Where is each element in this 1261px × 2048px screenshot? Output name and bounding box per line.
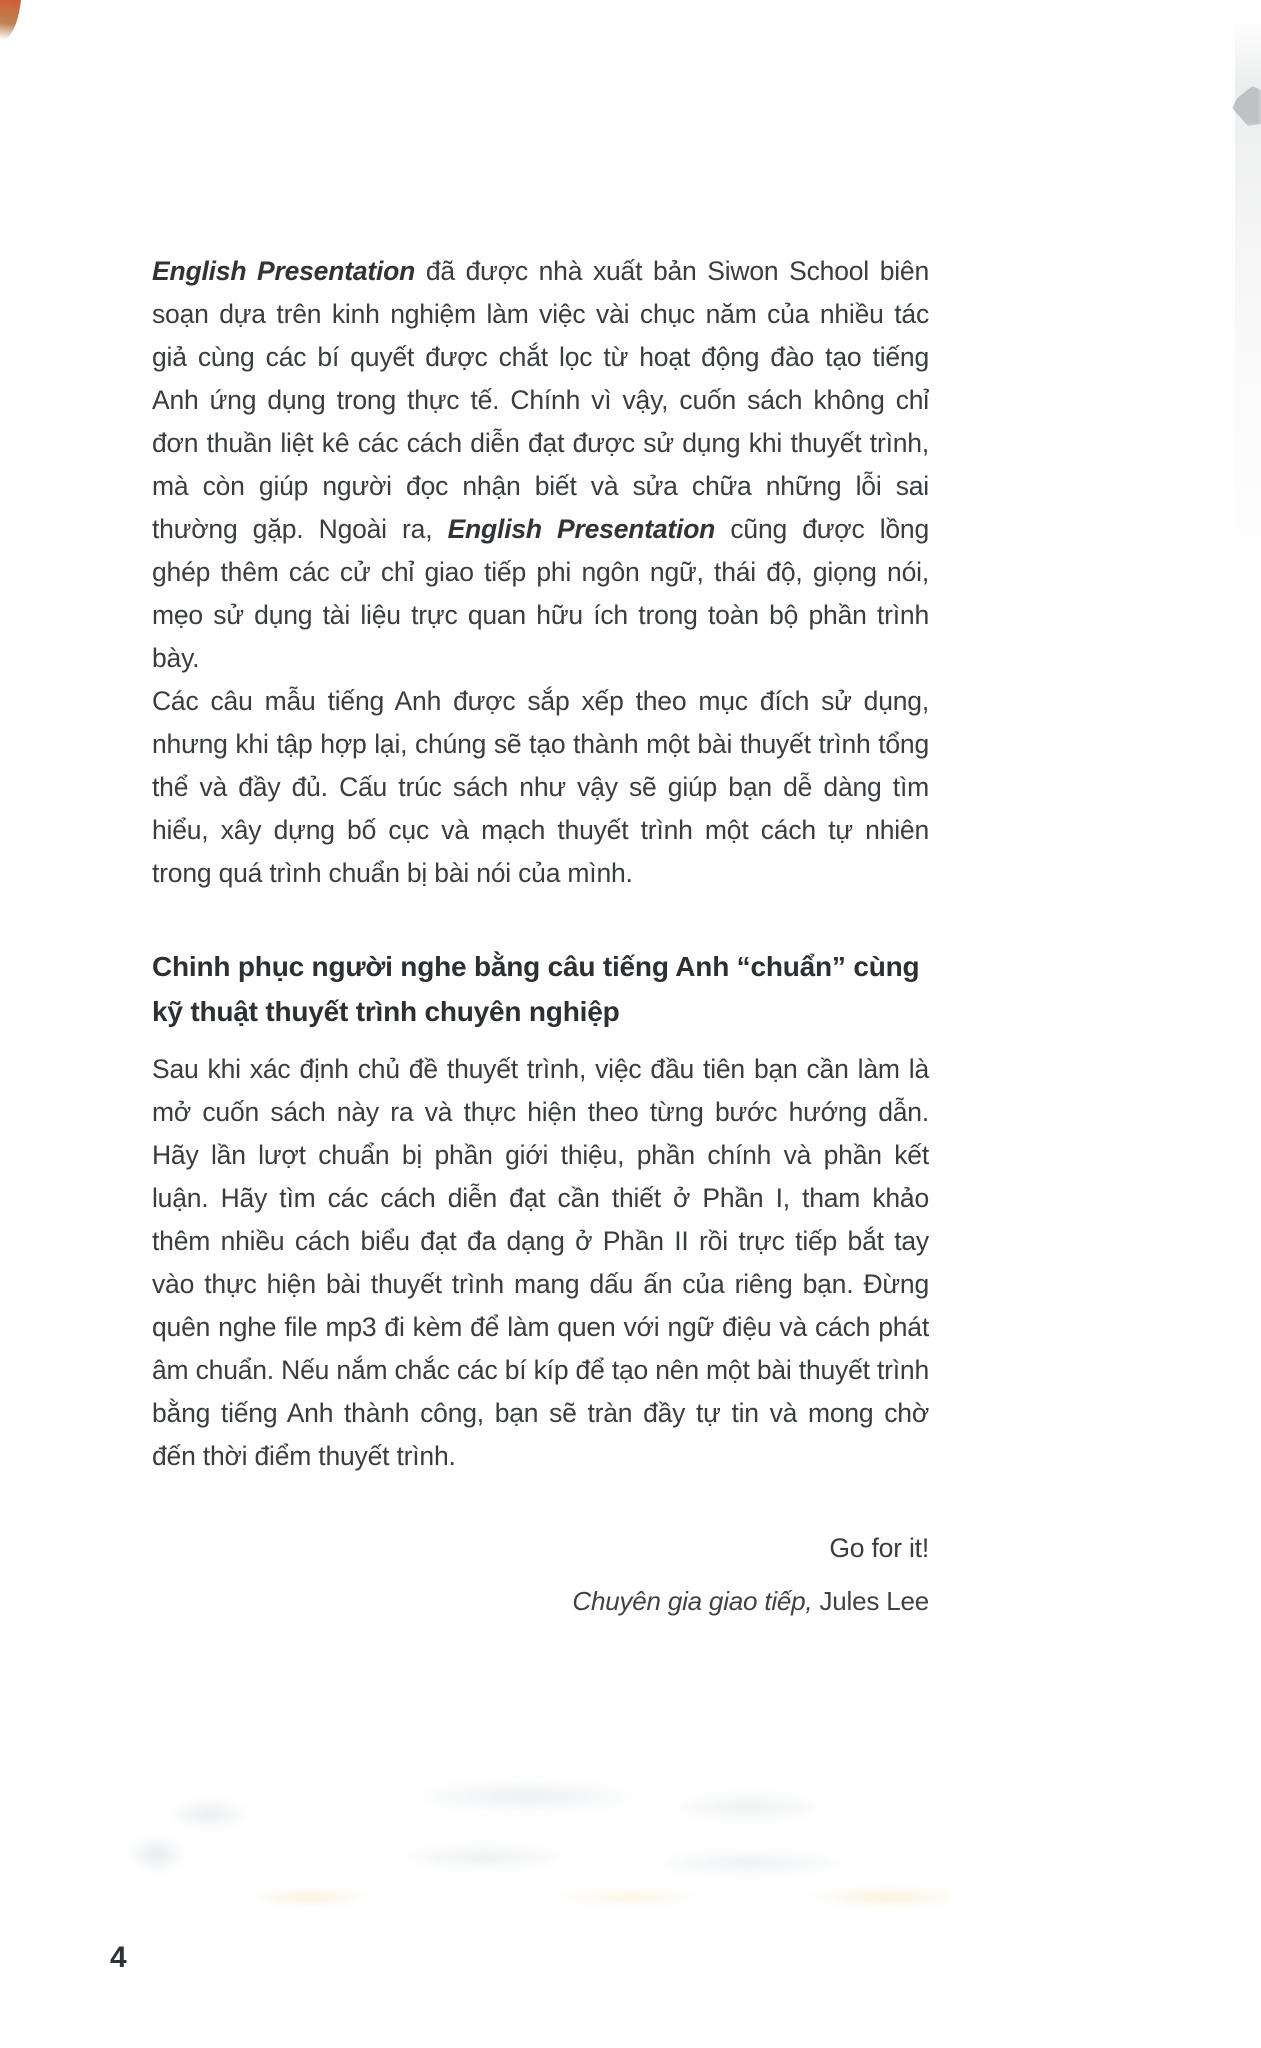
- intro-paragraph-1: [152, 250, 929, 680]
- paragraph-text: cũng được lồng ghép thêm các cử chỉ giao tiếp phi ngôn ngữ, thái độ, giọng nói, mẹo sử dụng tài liệu trực quan hữu ích trong toàn bộ phần trình bày.: [152, 514, 930, 673]
- section-heading: Chinh phục người nghe bằng câu tiếng Anh “chuẩn” cùng kỹ thuật thuyết trình chuyên nghiệp: [152, 951, 920, 1027]
- book-title-run: English Presentation: [152, 256, 416, 286]
- paragraph-text: đã được nhà xuất bản Siwon School biên soạn dựa trên kinh nghiệm làm việc vài chục năm của nhiều tác giả cùng các bí quyết được chắt lọc từ hoạt động đào tạo tiếng Anh ứng dụng trong thực tế. Chính vì vậy, cuốn sách không chỉ đơn thuần liệt kê các cách diễn đạt được sử dụng khi thuyết trình, mà còn giúp người đọc nhận biết và sửa chữa những lỗi sai thường gặp. Ngoài ra,: [152, 256, 929, 544]
- author-role: Chuyên gia giao tiếp,: [572, 1586, 813, 1616]
- author-name: Jules Lee: [812, 1586, 929, 1616]
- preface-text-block: [152, 250, 929, 1623]
- reverse-side-showthrough: [150, 1875, 950, 1920]
- signoff-exclamation: Go for it!: [829, 1533, 929, 1563]
- cover-corner-mark: [0, 0, 22, 42]
- section-paragraph: Sau khi xác định chủ đề thuyết trình, việc đầu tiên bạn cần làm là mở cuốn sách này ra và thực hiện theo từng bước hướng dẫn. Hãy lần lượt chuẩn bị phần giới thiệu, phần chính và phần kết luận. Hãy tìm các cách diễn đạt cần thiết ở Phần I, tham khảo thêm nhiều cách biểu đạt đa dạng ở Phần II rồi trực tiếp bắt tay vào thực hiện bài thuyết trình mang dấu ấn của riêng bạn. Đừng quên nghe file mp3 đi kèm để làm quen với ngữ điệu và cách phát âm chuẩn. Nếu nắm chắc các bí kíp để tạo nên một bài thuyết trình bằng tiếng Anh thành công, bạn sẽ tràn đầy tự tin và mong chờ đến thời điểm thuyết trình.: [152, 1054, 929, 1471]
- signoff-block: [152, 1527, 929, 1623]
- signoff-author-line: [152, 1580, 929, 1623]
- book-title-run: English Presentation: [447, 514, 716, 544]
- page-number: 4: [110, 1941, 127, 1974]
- intro-paragraph-2: Các câu mẫu tiếng Anh được sắp xếp theo mục đích sử dụng, nhưng khi tập hợp lại, chúng sẽ tạo thành một bài thuyết trình tổng thể và đầy đủ. Cấu trúc sách như vậy sẽ giúp bạn dễ dàng tìm hiểu, xây dựng bố cục và mạch thuyết trình một cách tự nhiên trong quá trình chuẩn bị bài nói của mình.: [152, 686, 929, 888]
